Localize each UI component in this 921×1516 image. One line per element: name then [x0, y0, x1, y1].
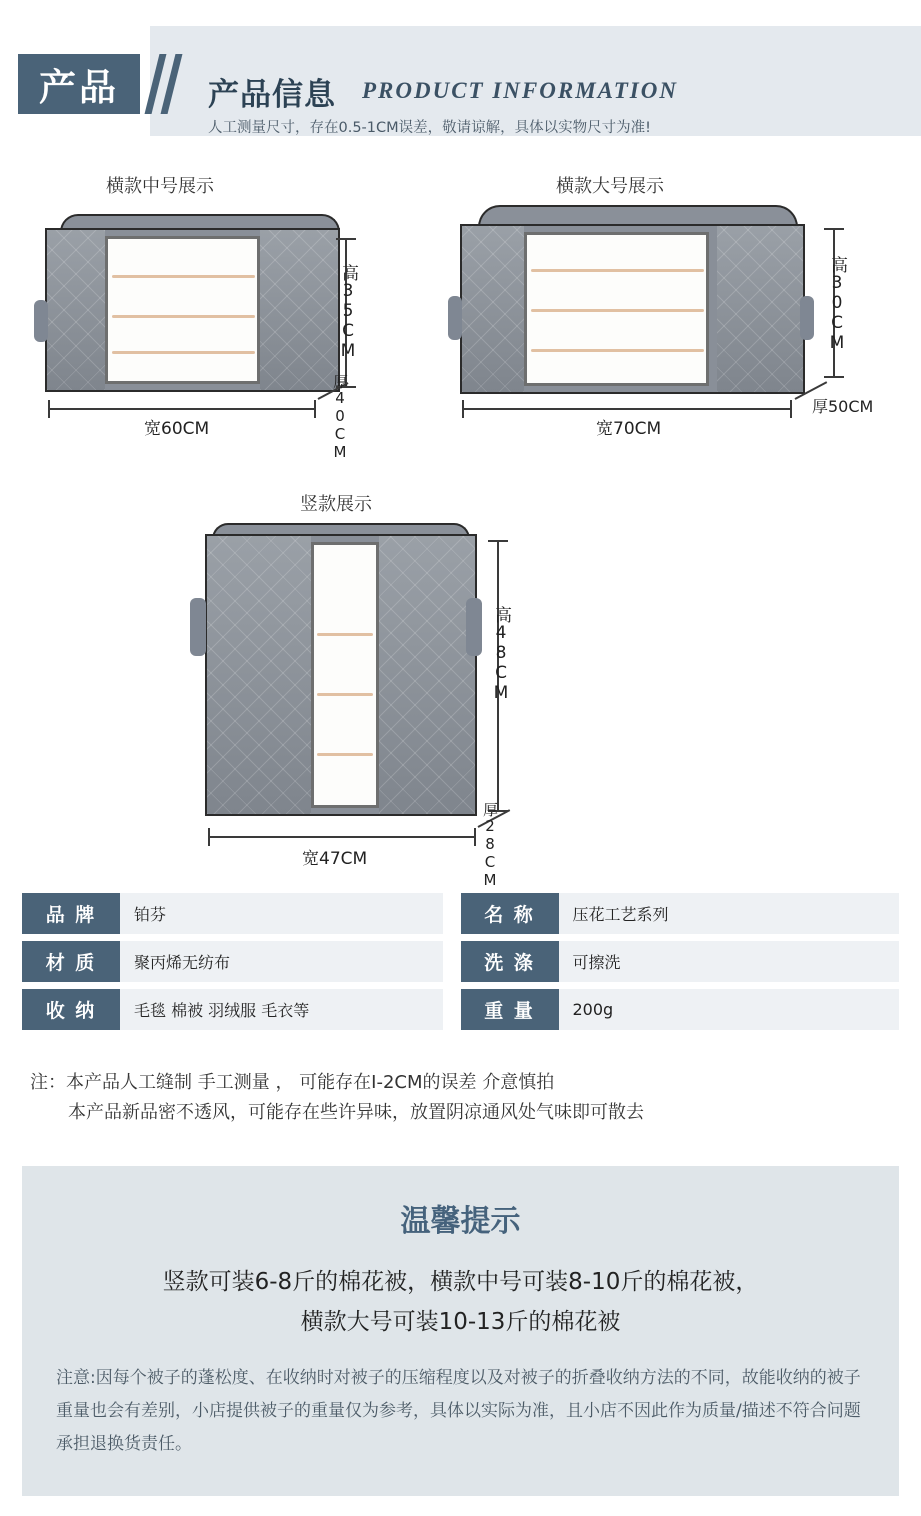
tips-panel [22, 1166, 899, 1496]
product-2-handle-right [800, 296, 814, 340]
product-1-body [45, 228, 340, 392]
tick [474, 828, 476, 846]
product-3-left-panel [207, 536, 311, 814]
spec-key-brand: 品 牌 [22, 893, 120, 934]
spec-table [22, 893, 899, 1037]
quilt-line [317, 753, 373, 756]
spec-pair [461, 989, 900, 1030]
spec-value-washing: 可擦洗 [559, 941, 900, 982]
product-3-title: 竖款展示 [300, 494, 372, 515]
spec-pair [22, 989, 461, 1030]
note-label: 注： [30, 1072, 66, 1093]
spec-key-material: 材 质 [22, 941, 120, 982]
header-tag: 产品 [18, 54, 140, 114]
product-3-handle-left [190, 598, 206, 656]
tips-title: 温馨提示 [400, 1204, 521, 1239]
quilt-line [531, 309, 704, 312]
table-row [22, 941, 899, 982]
quilt-line [531, 269, 704, 272]
spec-value-material: 聚丙烯无纺布 [120, 941, 443, 982]
quilt-line [112, 315, 255, 318]
product-2-right-panel [717, 226, 803, 392]
product-2-height-label: 高30CM [827, 256, 847, 353]
table-row [22, 989, 899, 1030]
spec-value-name: 压花工艺系列 [559, 893, 900, 934]
spec-pair [461, 893, 900, 934]
product-1-width-line [48, 408, 316, 410]
product-1-window [105, 236, 260, 384]
product-2-window [524, 232, 709, 386]
spec-pair [461, 941, 900, 982]
tips-main-line-1: 竖款可装6-8斤的棉花被，横款中号可装8-10斤的棉花被， [162, 1269, 759, 1295]
quilt-line [531, 349, 704, 352]
product-1-left-panel [47, 230, 105, 390]
header-subtitle: 人工测量尺寸，存在0.5-1CM误差，敬请谅解，具体以实物尺寸为准! [208, 120, 651, 136]
quilt-line [112, 275, 255, 278]
tick [336, 238, 356, 240]
product-2-handle-left [448, 296, 462, 340]
product-1-width-label: 宽60CM [144, 419, 210, 439]
product-1-depth-label: 厚40CM [331, 374, 349, 461]
note-line-1 [30, 1068, 900, 1098]
spec-pair [22, 941, 461, 982]
product-2-width-line [462, 408, 792, 410]
spec-key-storage: 收 纳 [22, 989, 120, 1030]
product-1-right-panel [260, 230, 338, 390]
product-3-window [311, 542, 379, 808]
spec-value-weight: 200g [559, 989, 900, 1030]
product-2-body [460, 224, 805, 394]
product-3-handle-right [466, 598, 482, 656]
tick [488, 540, 508, 542]
tick [208, 828, 210, 846]
tick [824, 376, 844, 378]
spec-key-washing: 洗 涤 [461, 941, 559, 982]
page-header [0, 26, 921, 136]
spec-value-storage: 毛毯 棉被 羽绒服 毛衣等 [120, 989, 443, 1030]
product-3-right-panel [379, 536, 475, 814]
note-line-2: 本产品新品密不透风，可能存在些许异味，放置阴凉通风处气味即可散去 [68, 1102, 644, 1123]
product-1-title: 横款中号展示 [106, 176, 214, 197]
table-row [22, 893, 899, 934]
product-3-width-line [208, 836, 476, 838]
tick [462, 400, 464, 418]
spec-pair [22, 893, 461, 934]
product-2-width-label: 宽70CM [596, 419, 662, 439]
product-2-depth-label: 厚50CM [812, 397, 874, 416]
quilt-line [112, 351, 255, 354]
tips-main [56, 1262, 865, 1342]
spec-value-brand: 铂芬 [120, 893, 443, 934]
tick [824, 228, 844, 230]
tick [48, 400, 50, 418]
spec-key-name: 名 称 [461, 893, 559, 934]
note-text-1: 本产品人工缝制 手工测量 ， 可能存在I-2CM的误差 介意慎拍 [66, 1072, 555, 1093]
product-1-height-label: 高35CM [338, 264, 358, 361]
tick [314, 400, 316, 418]
spec-key-weight: 重 量 [461, 989, 559, 1030]
tips-main-line-2: 横款大号可装10-13斤的棉花被 [300, 1309, 621, 1335]
tick [790, 400, 792, 418]
product-3-width-label: 宽47CM [302, 849, 368, 869]
header-title-en: PRODUCT INFORMATION [362, 78, 678, 103]
product-1-handle [34, 300, 48, 342]
product-2-title: 横款大号展示 [556, 176, 664, 197]
product-3-depth-label: 厚28CM [481, 802, 499, 889]
header-title-cn: 产品信息 [208, 77, 336, 113]
product-3-height-label: 高48CM [491, 606, 511, 703]
disclaimer-note [30, 1068, 900, 1128]
product-2-left-panel [462, 226, 524, 392]
tips-note: 注意:因每个被子的蓬松度、在收纳时对被子的压缩程度以及对被子的折叠收纳方法的不同，故能收纳的被子重量也会有差别，小店提供被子的重量仅为参考，具体以实际为准，且小店不因此作为质量/描述不符合问题承担退换货责任。 [56, 1368, 861, 1454]
quilt-line [317, 633, 373, 636]
quilt-line [317, 693, 373, 696]
product-3-body [205, 534, 477, 816]
